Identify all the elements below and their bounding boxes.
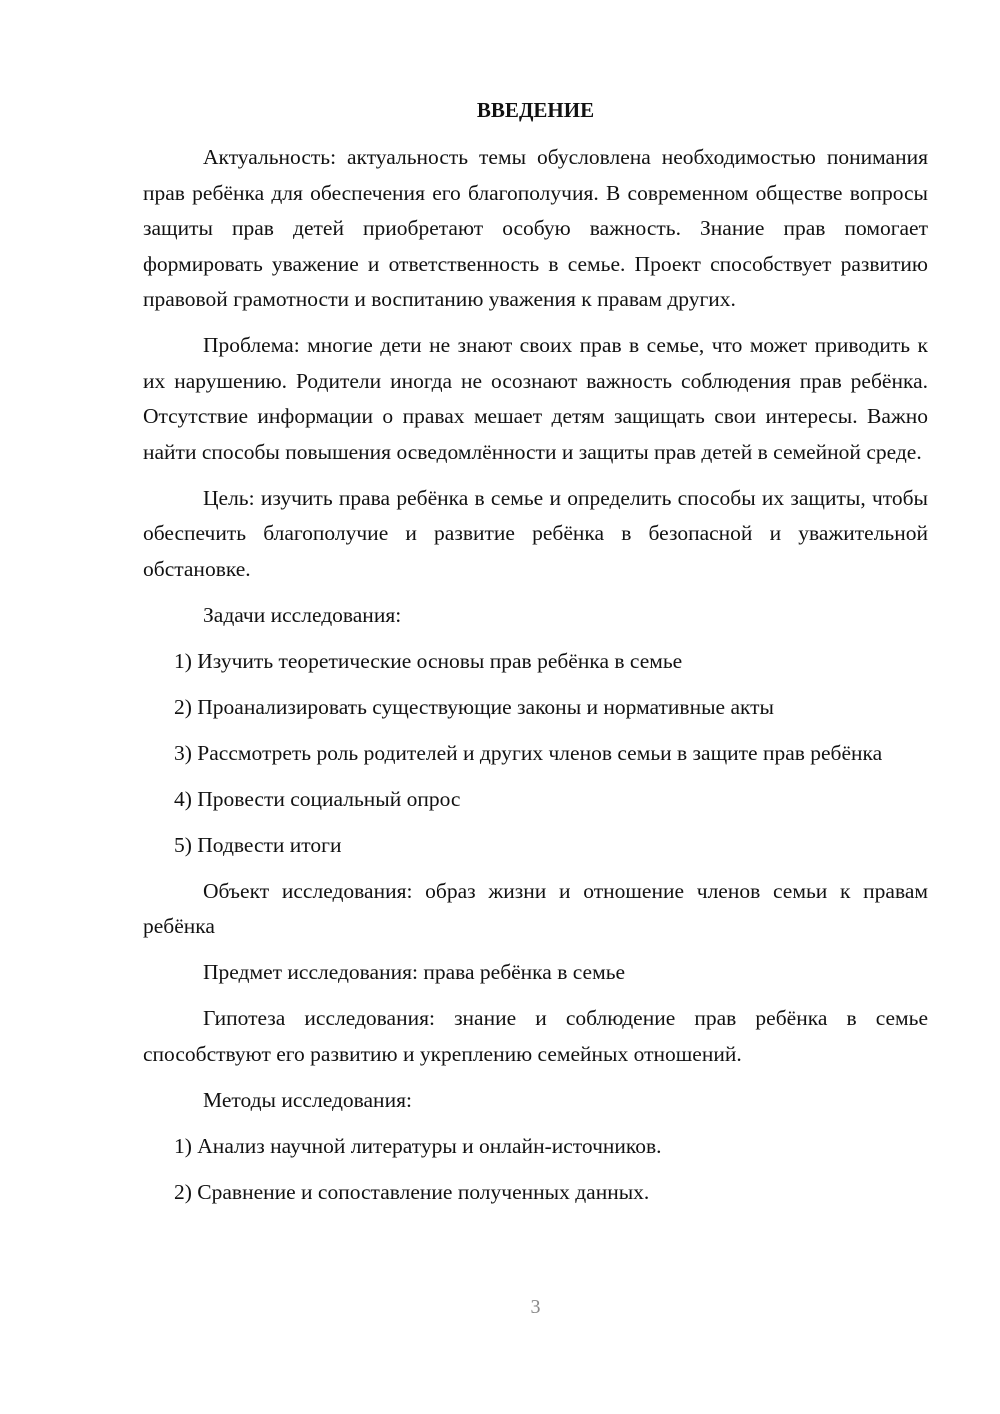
task-item: 2) Проанализировать существующие законы и нормативные акты	[174, 694, 774, 719]
task-item: 4) Провести социальный опрос	[174, 786, 461, 811]
page-number: 3	[530, 1296, 541, 1318]
section-title: ВВЕДЕНИЕ	[476, 98, 595, 122]
object-paragraph: Объект исследования: образ жизни и отношение членов семьи к правам ребёнка	[143, 878, 928, 938]
tasks-heading: Задачи исследования:	[203, 602, 402, 627]
methods-list	[143, 1129, 928, 1211]
subject-paragraph: Предмет исследования: права ребёнка в семье	[203, 960, 626, 984]
task-item: 5) Подвести итоги	[174, 832, 342, 857]
problem-paragraph: Проблема: многие дети не знают своих прав в семье, что может приводить к их нарушению. Родители иногда не осознают важность соблюдения прав ребёнка. Отсутствие информации о правах мешает детям защищать свои интересы. Важно найти способы повышения осведомлённости и защиты прав детей в семейной среде.	[143, 333, 928, 464]
task-item: 3) Рассмотреть роль родителей и других членов семьи в защите прав ребёнка	[174, 740, 883, 765]
method-item: 1) Анализ научной литературы и онлайн-источников.	[174, 1133, 662, 1158]
relevance-paragraph: Актуальность: актуальность темы обусловлена необходимостью понимания прав ребёнка для обеспечения его благополучия. В современном обществе вопросы защиты прав детей приобретают особую важность. Знание прав помогает формировать уважение и ответственность в семье. Проект способствует развитию правовой грамотности и воспитанию уважения к правам других.	[143, 145, 928, 311]
methods-heading: Методы исследования:	[203, 1087, 412, 1112]
document-page	[143, 94, 928, 1221]
task-item: 1) Изучить теоретические основы прав ребёнка в семье	[174, 648, 683, 673]
tasks-list	[143, 644, 928, 864]
goal-paragraph: Цель: изучить права ребёнка в семье и определить способы их защиты, чтобы обеспечить благополучие и развитие ребёнка в безопасной и уважительной обстановке.	[143, 485, 928, 581]
hypothesis-paragraph: Гипотеза исследования: знание и соблюдение прав ребёнка в семье способствуют его развитию и укреплению семейных отношений.	[143, 1006, 928, 1066]
method-item: 2) Сравнение и сопоставление полученных данных.	[174, 1179, 650, 1204]
